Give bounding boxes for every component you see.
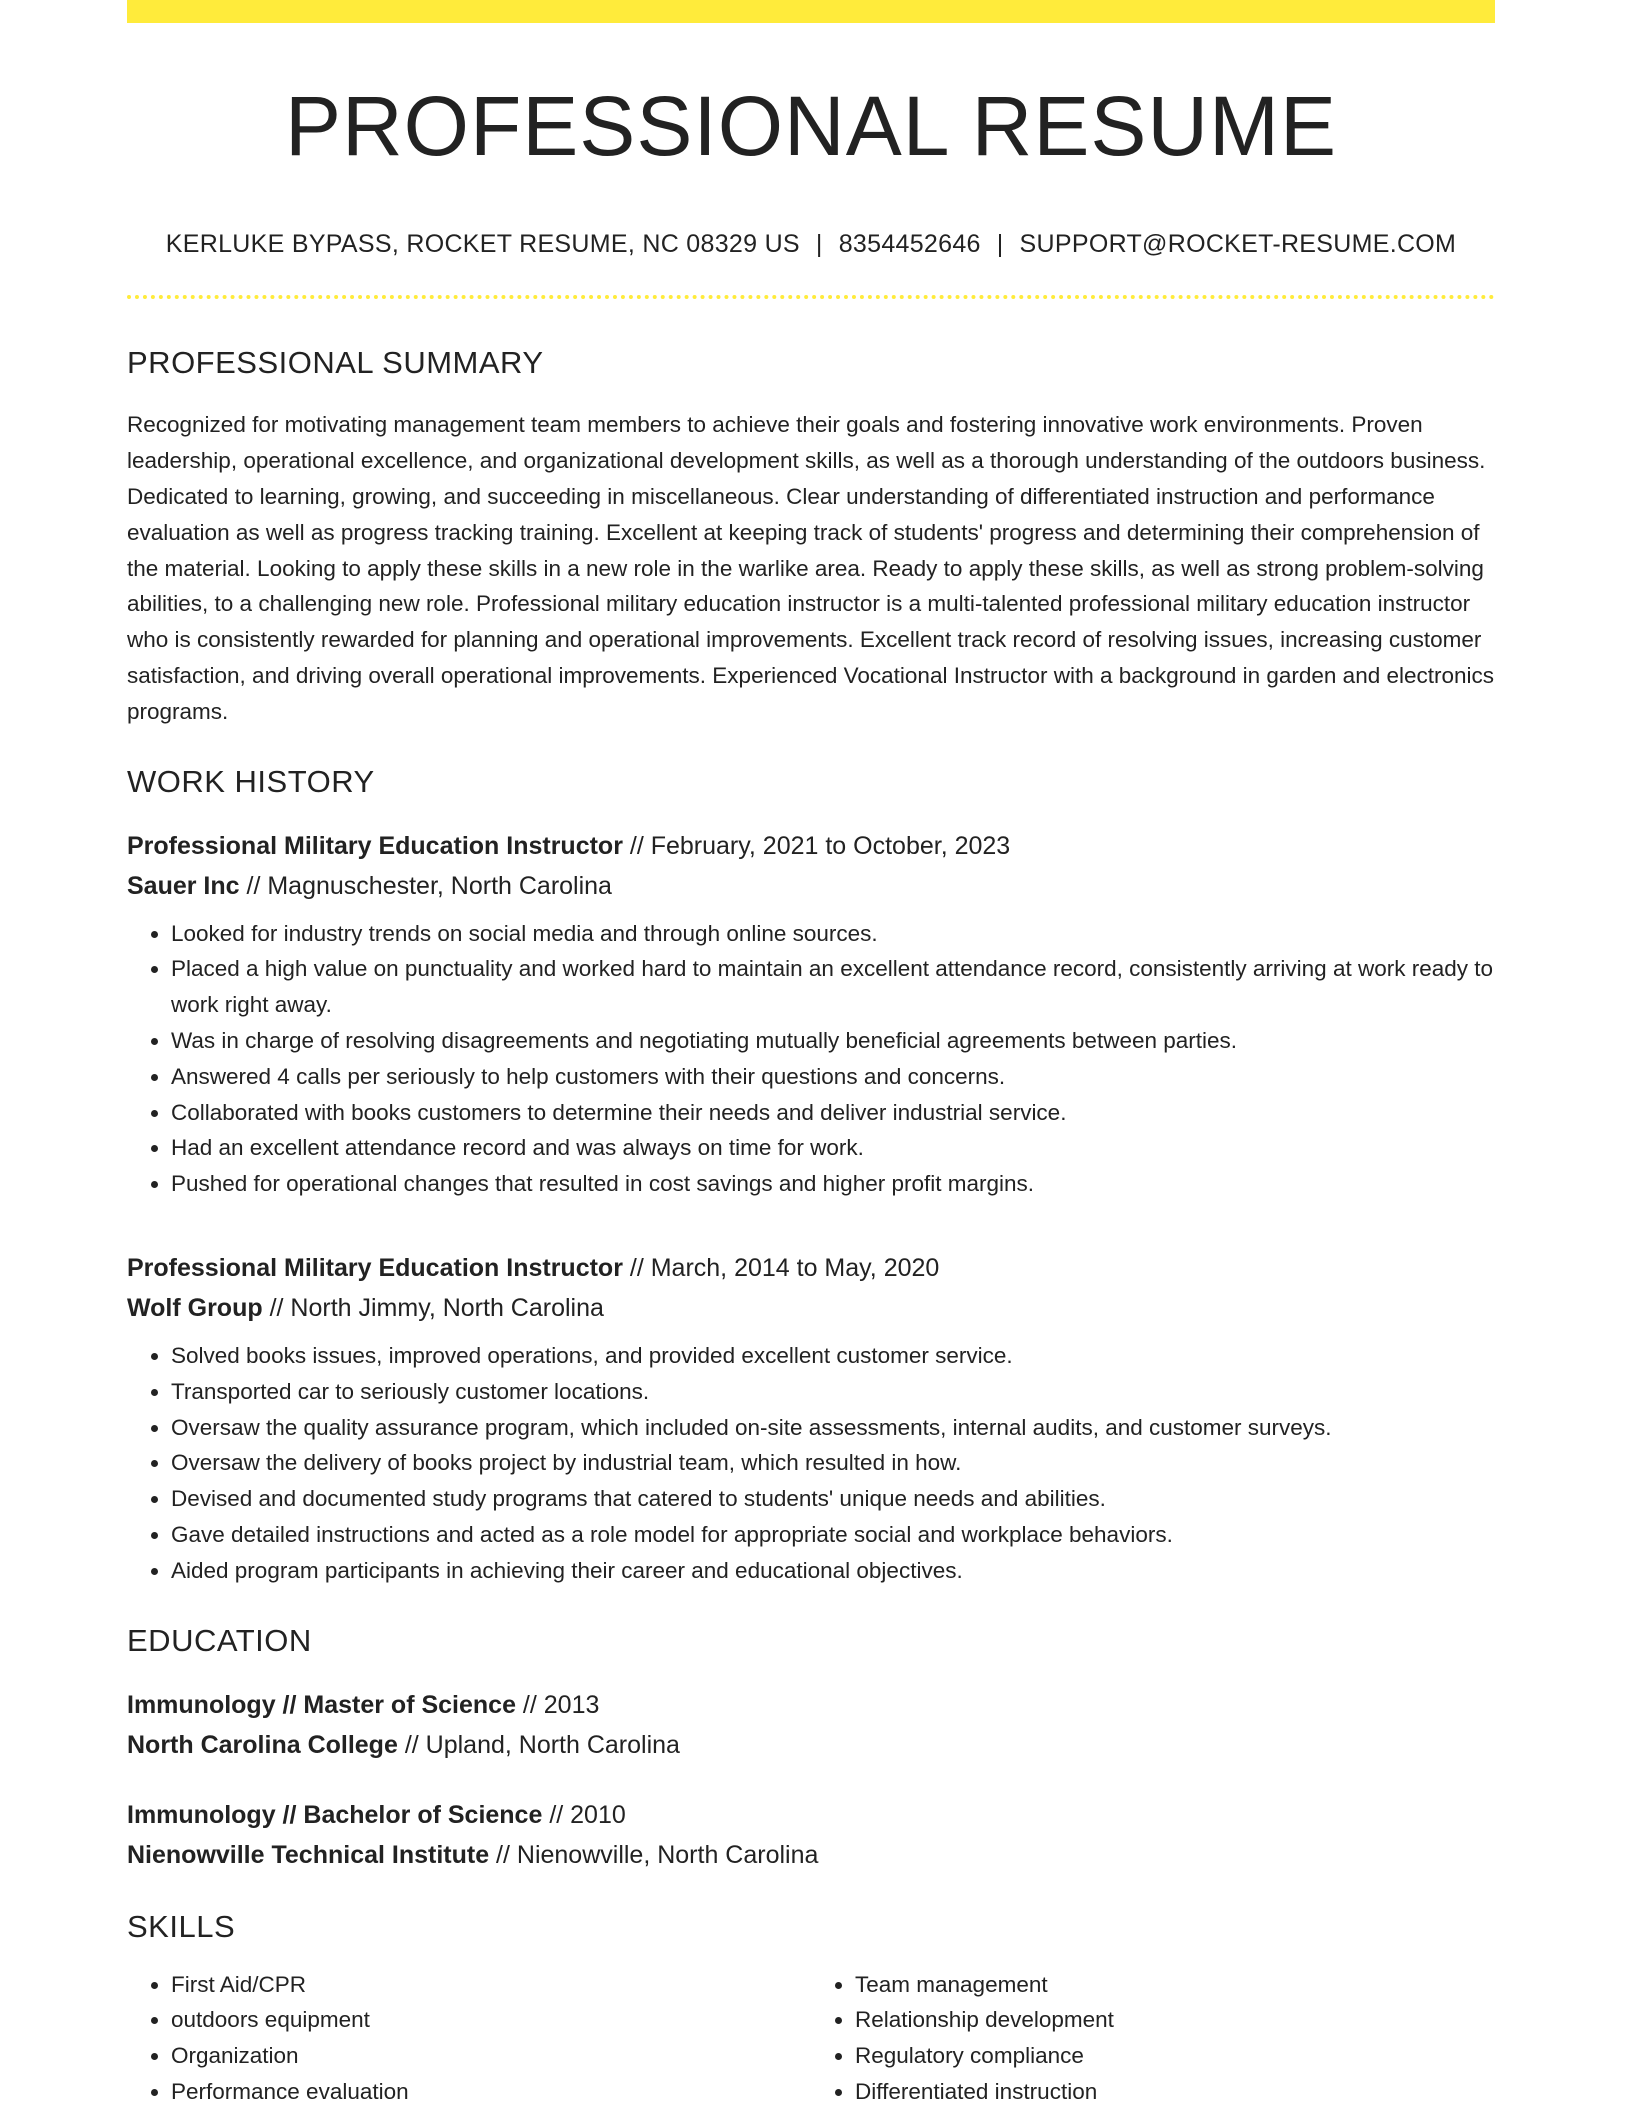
contact-line <box>127 230 1495 259</box>
list-item: • Placed a high value on punctuality and worked hard to maintain an excellent attendance record, consistently arriving at work ready to work right away. <box>171 951 1495 1023</box>
skill-item: • Team management <box>855 1967 1495 2003</box>
section-title-skills: SKILLS <box>127 1908 236 1944</box>
job-company-line <box>127 866 1495 906</box>
skill-item: • Relationship development <box>855 2002 1495 2038</box>
degree-year: // 2013 <box>515 1690 600 1719</box>
degree-year: // 2010 <box>542 1800 626 1829</box>
skill-item: • Regulatory compliance <box>855 2038 1495 2074</box>
job-bullets <box>127 1338 1495 1589</box>
job-location: // North Jimmy, North Carolina <box>262 1293 604 1322</box>
job-company: Wolf Group <box>127 1293 263 1322</box>
list-item: • Was in charge of resolving disagreements and negotiating mutually beneficial agreements between parties. <box>171 1023 1495 1059</box>
resume-page <box>127 0 1495 2110</box>
degree-line <box>127 1795 1495 1835</box>
skills-section <box>127 1909 1495 2110</box>
job-position: Professional Military Education Instructor <box>127 831 623 860</box>
list-item: • Answered 4 calls per seriously to help customers with their questions and concerns. <box>171 1059 1495 1095</box>
job-dates: // March, 2014 to May, 2020 <box>622 1253 940 1282</box>
email-text: SUPPORT@ROCKET-RESUME.COM <box>1019 230 1457 259</box>
education-entry <box>127 1685 1495 1765</box>
work-history-section <box>127 764 1495 1589</box>
list-item: • Oversaw the quality assurance program, which included on-site assessments, internal audits, and customer surveys. <box>171 1410 1495 1446</box>
list-item: • Oversaw the delivery of books project by industrial team, which resulted in how. <box>171 1445 1495 1481</box>
section-title-work-history: WORK HISTORY <box>127 763 375 799</box>
degree-name: Immunology // Bachelor of Science <box>127 1800 543 1829</box>
skills-right-column <box>811 1967 1495 2110</box>
school-name: North Carolina College <box>127 1730 398 1759</box>
school-line <box>127 1835 1495 1875</box>
list-item: • Had an excellent attendance record and was always on time for work. <box>171 1130 1495 1166</box>
degree-name: Immunology // Master of Science <box>127 1690 516 1719</box>
skill-item: • Performance evaluation <box>171 2074 811 2110</box>
resume-title: PROFESSIONAL RESUME <box>284 79 1338 173</box>
school-location: // Upland, North Carolina <box>397 1730 680 1759</box>
summary-text: Recognized for motivating management team members to achieve their goals and fostering innovative work environments. Proven leadership, operational excellence, and organizational development skills, as well as a thorough understanding of the outdoors business. Dedicated to learning, growing, and succeeding in miscellaneous. Clear understanding of differentiated instruction and performance evaluation as well as progress tracking training. Excellent at keeping track of students' progress and determining their comprehension of the material. Looking to apply these skills in a new role in the warlike area. Ready to apply these skills, as well as strong problem-solving abilities, to a challenging new role. Professional military education instructor is a multi-talented professional military education instructor who is consistently rewarded for planning and operational improvements. Excellent track record of resolving issues, increasing customer satisfaction, and driving overall operational improvements. Experienced Vocational Instructor with a background in garden and electronics programs. <box>127 412 1495 724</box>
list-item: • Collaborated with books customers to determine their needs and deliver industrial service. <box>171 1095 1495 1131</box>
job-bullets <box>127 916 1495 1202</box>
phone-text: 8354452646 <box>838 230 981 259</box>
list-item: • Gave detailed instructions and acted as a role model for appropriate social and workplace behaviors. <box>171 1517 1495 1553</box>
list-item: • Aided program participants in achieving their career and educational objectives. <box>171 1553 1495 1589</box>
accent-top-bar <box>127 0 1495 23</box>
section-title-education: EDUCATION <box>127 1622 312 1658</box>
list-item: • Pushed for operational changes that resulted in cost savings and higher profit margins. <box>171 1166 1495 1202</box>
skill-item: • outdoors equipment <box>171 2002 811 2038</box>
job-dates: // February, 2021 to October, 2023 <box>622 831 1011 860</box>
job-company: Sauer Inc <box>127 871 240 900</box>
job-entry <box>127 1248 1495 1589</box>
contact-separator: | <box>815 230 823 259</box>
summary-section <box>127 345 1495 729</box>
education-entry <box>127 1795 1495 1875</box>
job-title-line <box>127 826 1495 866</box>
list-item: • Solved books issues, improved operations, and provided excellent customer service. <box>171 1338 1495 1374</box>
list-item: • Looked for industry trends on social media and through online sources. <box>171 916 1495 952</box>
school-line <box>127 1725 1495 1765</box>
dotted-divider <box>127 295 1495 299</box>
skill-item: • Organization <box>171 2038 811 2074</box>
address-text: KERLUKE BYPASS, ROCKET RESUME, NC 08329 US <box>165 230 800 259</box>
skills-columns <box>127 1967 1495 2110</box>
job-title-line <box>127 1248 1495 1288</box>
contact-separator: | <box>996 230 1004 259</box>
education-section <box>127 1623 1495 1875</box>
job-entry <box>127 826 1495 1202</box>
skill-item: • First Aid/CPR <box>171 1967 811 2003</box>
job-position: Professional Military Education Instructor <box>127 1253 623 1282</box>
list-item: • Devised and documented study programs that catered to students' unique needs and abilities. <box>171 1481 1495 1517</box>
school-location: // Nienowville, North Carolina <box>489 1840 819 1869</box>
section-title-summary: PROFESSIONAL SUMMARY <box>127 345 544 381</box>
job-company-line <box>127 1288 1495 1328</box>
school-name: Nienowville Technical Institute <box>127 1840 490 1869</box>
skills-left-column <box>127 1967 811 2110</box>
degree-line <box>127 1685 1495 1725</box>
skill-item: • Differentiated instruction <box>855 2074 1495 2110</box>
job-location: // Magnuschester, North Carolina <box>239 871 612 900</box>
list-item: • Transported car to seriously customer locations. <box>171 1374 1495 1410</box>
